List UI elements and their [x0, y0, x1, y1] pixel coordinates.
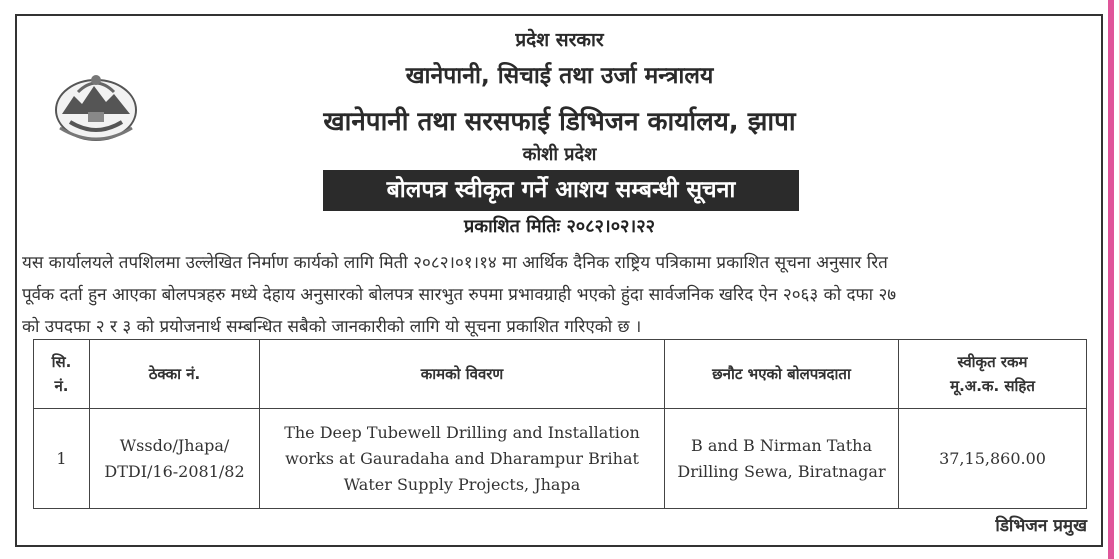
cell-amount: 37,15,860.00 — [899, 409, 1087, 509]
bidder-line: Drilling Sewa, Biratnagar — [677, 461, 886, 481]
notice-title-banner: बोलपत्र स्वीकृत गर्ने आशय सम्बन्धी सूचना — [323, 170, 799, 211]
award-table — [33, 339, 1087, 509]
table-row — [34, 409, 1087, 509]
body-line: पूर्वक दर्ता हुन आएका बोलपत्रहरु मध्ये देहाय अनुसारको बोलपत्र सारभुत रुपमा प्रभावग्राही भएको हुंदा सार्वजनिक खरिद ऐन २०६३ को दफा २७ — [22, 285, 897, 305]
header-amount — [899, 340, 1087, 409]
cell-sn: 1 — [34, 409, 90, 509]
body-line: को उपदफा २ र ३ को प्रयोजनार्थ सम्बन्धित सबैको जानकारीको लागि यो सूचना प्रकाशित गरिएको छ । — [22, 317, 642, 337]
bidder-line: B and B Nirman Tatha — [691, 435, 872, 455]
header-description: कामको विवरण — [260, 340, 665, 409]
table-header-row — [34, 340, 1087, 409]
contract-line: Wssdo/Jhapa/ — [119, 435, 230, 455]
header-amount-line1: स्वीकृत रकम — [957, 353, 1028, 371]
header-amount-line2: मू.अ.क. सहित — [950, 377, 1035, 395]
notice-body — [22, 247, 1100, 343]
description-line: The Deep Tubewell Drilling and Installation — [284, 422, 640, 442]
body-line: यस कार्यालयले तपशिलमा उल्लेखित निर्माण कार्यको लागि मिती २०८२।०१।१४ मा आर्थिक दैनिक राष्ट्रिय पत्रिकामा प्रकाशित सूचना अनुसार रित — [22, 253, 888, 273]
contract-line: DTDI/16-2081/82 — [104, 461, 245, 481]
province-title: कोशी प्रदेश — [522, 144, 597, 165]
header-bidder: छनौट भएको बोलपत्रदाता — [665, 340, 899, 409]
office-title: खानेपानी तथा सरसफाई डिभिजन कार्यालय, झापा — [323, 107, 796, 137]
govt-title: प्रदेश सरकार — [515, 29, 604, 51]
description-line: works at Gauradaha and Dharampur Brihat — [285, 448, 639, 468]
header-sn-line2: नं. — [54, 377, 69, 395]
published-date: प्रकाशित मितिः २०८२।०२।२२ — [464, 216, 655, 237]
cell-contract-no — [90, 409, 260, 509]
description-line: Water Supply Projects, Jhapa — [343, 474, 581, 494]
header-sn — [34, 340, 90, 409]
header-contract-no: ठेक्का नं. — [90, 340, 260, 409]
cell-description — [260, 409, 665, 509]
signature-title: डिभिजन प्रमुख — [995, 516, 1087, 536]
cell-bidder — [665, 409, 899, 509]
header-sn-line1: सि. — [51, 353, 72, 371]
ministry-title: खानेपानी, सिचाई तथा उर्जा मन्त्रालय — [405, 63, 714, 89]
